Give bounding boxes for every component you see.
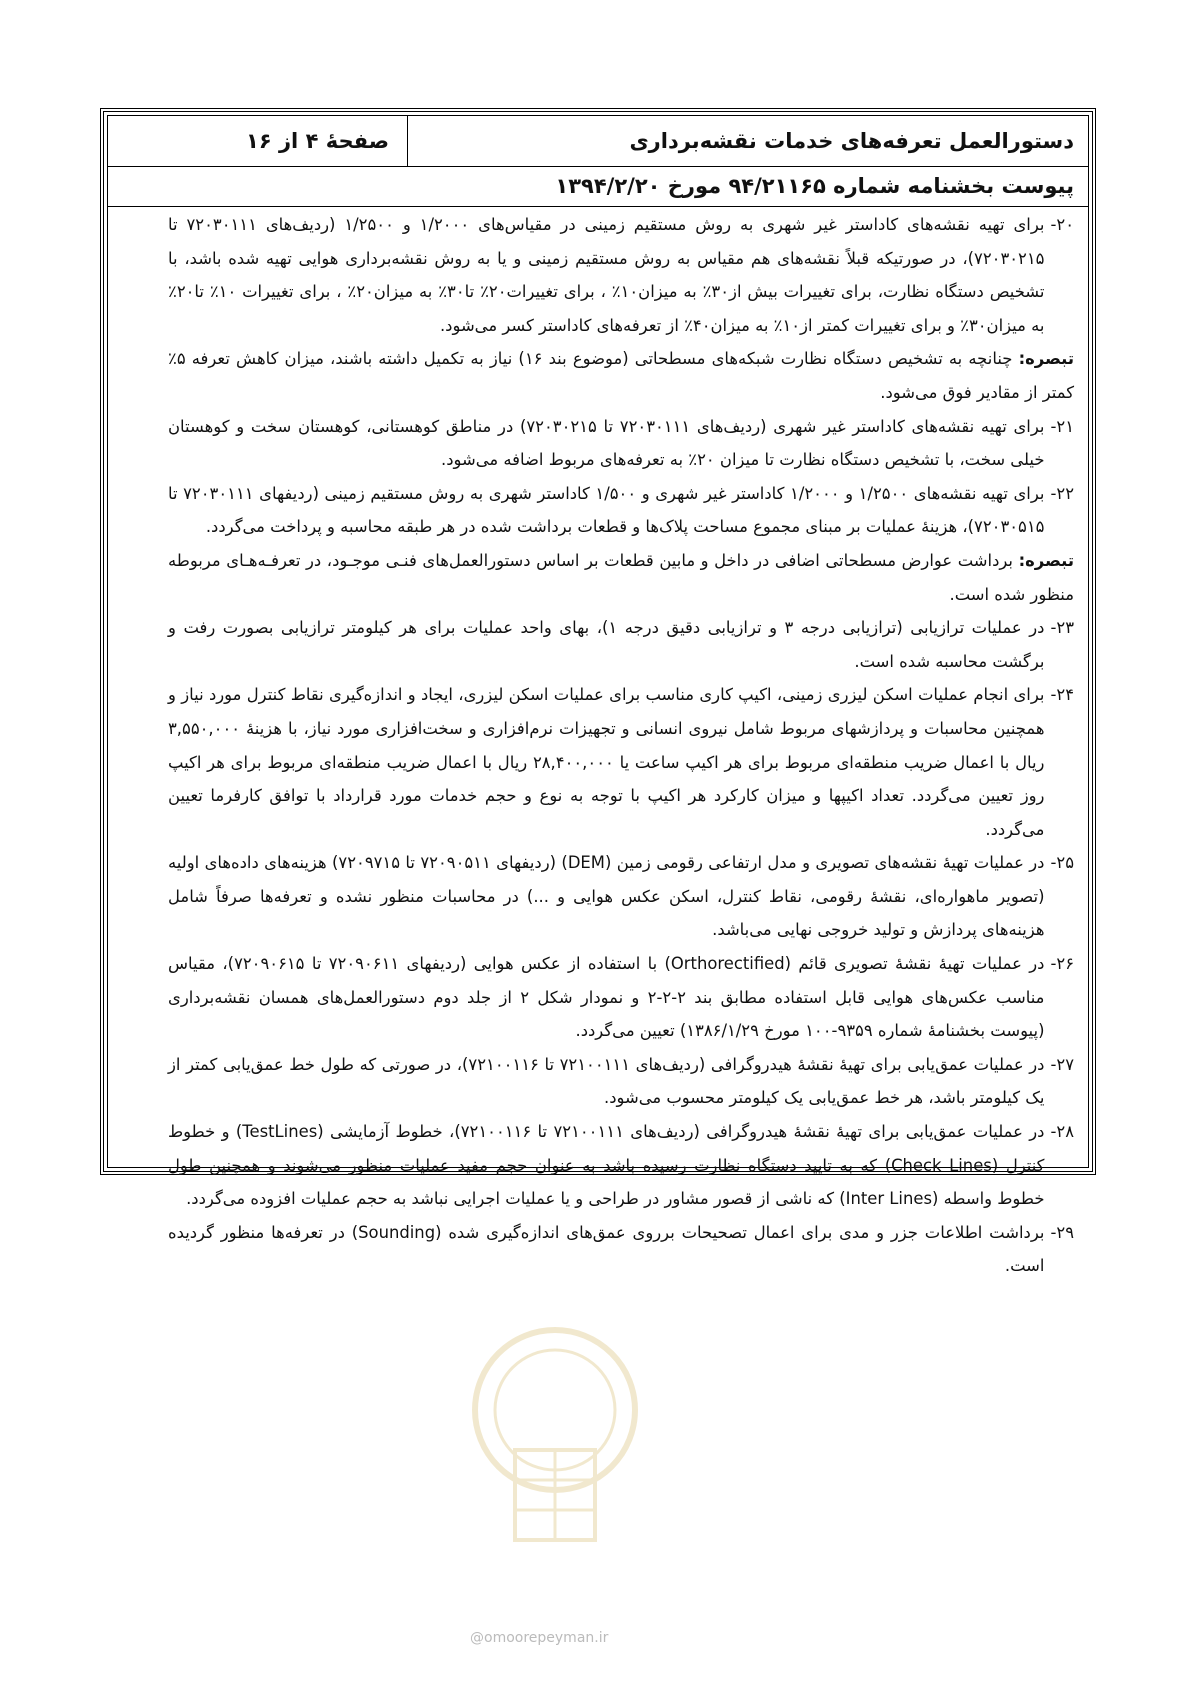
item-text: برداشت اطلاعات جزر و مدی برای اعمال تصحیحات برروی عمق‌های اندازه‌گیری شده (Sounding) در تعرفه‌ها منظور گردیده است. <box>168 1222 1045 1276</box>
note-text: چنانچه به تشخیص دستگاه نظارت شبکه‌های مسطحاتی (موضوع بند ۱۶) نیاز به تکمیل داشته باشند، میزان کاهش تعرفه ۵٪ کمتر از مقادیر فوق می‌شود. <box>168 349 1074 402</box>
item-text: در عملیات تهیهٔ نقشه‌های تصویری و مدل ارتفاعی رقومی زمین (DEM) (ردیفهای ۷۲۰۹۰۵۱۱ تا ۷۲۰۹۷۱۵) هزینه‌های داده‌های اولیه (تصویر ماهواره‌ای، نقشهٔ رقومی، نقاط کنترل، اسکن عکس هوایی و ...) در محاسبات منظور نشده و تعرفه‌ها صرفاً شامل هزینه‌های پردازش و تولید خروجی نهایی می‌باشد. <box>168 853 1045 940</box>
watermark-url: @omoorepeyman.ir <box>470 1630 609 1646</box>
numbered-item <box>168 1048 1074 1115</box>
document-subtitle: پیوست بخشنامه شماره ۹۴/۲۱۱۶۵ مورخ ۱۳۹۴/۲/۲۰ <box>108 166 1088 207</box>
watermark-seal-icon <box>455 1300 655 1560</box>
note-label: تبصره: <box>1018 349 1074 369</box>
numbered-item <box>168 410 1074 477</box>
item-number: ۲۹- <box>1050 1222 1074 1242</box>
item-number: ۲۲- <box>1050 483 1074 503</box>
item-text: برای تهیه نقشه‌های کاداستر غیر شهری (ردیف‌های ۷۲۰۳۰۱۱۱ تا ۷۲۰۳۰۲۱۵) در مناطق کوهستانی، کوهستان سخت و کوهستان خیلی سخت، با تشخیص دستگاه نظارت تا میزان ۲۰٪ به تعرفه‌های مربوط اضافه می‌شود. <box>168 416 1045 470</box>
numbered-item <box>168 1115 1074 1216</box>
item-text: در عملیات عمق‌یابی برای تهیهٔ نقشهٔ هیدروگرافی (ردیف‌های ۷۲۱۰۰۱۱۱ تا ۷۲۱۰۰۱۱۶)، در صورتی که طول خط عمق‌یابی کمتر از یک کیلومتر باشد، هر خط عمق‌یابی یک کیلومتر محسوب می‌شود. <box>168 1054 1045 1108</box>
item-number: ۲۱- <box>1050 416 1074 436</box>
page-number: صفحهٔ ۴ از ۱۶ <box>108 116 408 166</box>
document-body <box>168 208 1074 1283</box>
item-number: ۲۰- <box>1050 215 1074 234</box>
item-number: ۲۵- <box>1050 853 1074 873</box>
item-text: برای تهیه نقشه‌های کاداستر غیر شهری به روش مستقیم زمینی در مقیاس‌های ۱/۲۰۰۰ و ۱/۲۵۰۰ (ردیف‌های ۷۲۰۳۰۱۱۱ تا ۷۲۰۳۰۲۱۵)، در صورتیکه قبلاً نقشه‌های هم مقیاس به روش مستقیم زمینی و یا به روش نقشه‌برداری هوایی تهیه شده باشد، با تشخیص دستگاه نظارت، برای تغییرات بیش از۳۰٪ به میزان۱۰٪ ، برای تغییرات۲۰٪ تا۳۰٪ به میزان۲۰٪ ، برای تغییرات ۱۰٪ تا۲۰٪ به میزان۳۰٪ و برای تغییرات کمتر از۱۰٪ به میزان۴۰٪ از تعرفه‌های کاداستر کسر می‌شود. <box>168 215 1045 335</box>
item-text: برای انجام عملیات اسکن لیزری زمینی، اکیپ کاری مناسب برای عملیات اسکن لیزری، ایجاد و اندازه‌گیری نقاط کنترل مورد نیاز و همچنین محاسبات و پردازشهای مربوط شامل نیروی انسانی و تجهیزات نرم‌افزاری و سخت‌افزاری مورد نیاز، با هزینهٔ ۳,۵۵۰,۰۰۰ ریال با اعمال ضریب منطقه‌ای مربوط برای هر اکیپ ساعت یا ۲۸,۴۰۰,۰۰۰ ریال با اعمال ضریب منطقه‌ای مربوط برای هر اکیپ روز تعیین می‌گردد. تعداد اکیپها و میزان کارکرد هر اکیپ با توجه به نوع و حجم خدمات مورد قرارداد با توافق کارفرما تعیین می‌گردد. <box>168 685 1045 839</box>
numbered-item <box>168 477 1074 544</box>
note-label: تبصره: <box>1018 550 1075 570</box>
item-number: ۲۴- <box>1050 685 1074 705</box>
item-text: برای تهیه نقشه‌های ۱/۲۵۰۰ و ۱/۲۰۰۰ کاداستر غیر شهری و ۱/۵۰۰ کاداستر شهری به روش مستقیم زمینی (ردیفهای ۷۲۰۳۰۱۱۱ تا ۷۲۰۳۰۵۱۵)، هزینهٔ عملیات بر مبنای مجموع مساحت پلاک‌ها و قطعات برداشت شده در هر طبقه محاسبه و پرداخت می‌گردد. <box>168 483 1045 537</box>
numbered-item <box>168 208 1074 342</box>
item-text: در عملیات ترازیابی (ترازیابی درجه ۳ و ترازیابی دقیق درجه ۱)، بهای واحد عملیات برای هر کیلومتر ترازیابی بصورت رفت و برگشت محاسبه شده است. <box>168 618 1045 671</box>
item-number: ۲۸- <box>1050 1122 1074 1142</box>
note-paragraph <box>168 342 1074 409</box>
item-text: در عملیات تهیهٔ نقشهٔ تصویری قائم (Orthorectified) با استفاده از عکس هوایی (ردیفهای ۷۲۰۹۰۶۱۱ تا ۷۲۰۹۰۶۱۵)، مقیاس مناسب عکس‌های هوایی قابل استفاده مطابق بند ۲-۲-۲ و نمودار شکل ۲ از جلد دوم دستورالعمل‌های همسان نقشه‌برداری (پیوست بخشنامهٔ شماره ۹۳۵۹-۱۰۰ مورخ ۱۳۸۶/۱/۲۹) تعیین می‌گردد. <box>168 954 1045 1041</box>
note-paragraph <box>168 544 1074 611</box>
numbered-item <box>168 611 1074 678</box>
page-frame-inner <box>107 115 1089 1276</box>
item-number: ۲۷- <box>1050 1054 1074 1074</box>
item-text: در عملیات عمق‌یابی برای تهیهٔ نقشهٔ هیدروگرافی (ردیف‌های ۷۲۱۰۰۱۱۱ تا ۷۲۱۰۰۱۱۶)، خطوط آزمایشی (TestLines) و خطوط کنترل (Check Lines) که به تایید دستگاه نظارت رسیده باشد به عنوان حجم مفید عملیات منظور می‌شوند و همچنین طول خطوط واسطه (Inter Lines) که ناشی از قصور مشاور در طراحی و یا عملیات اجرایی نباشد به حجم عملیات افزوده می‌گردد. <box>168 1122 1045 1209</box>
header-row <box>108 116 1088 167</box>
note-text: برداشت عوارض مسطحاتی اضافی در داخل و مابین قطعات بر اساس دستورالعمل‌های فنـی موجـود، در تعرفـه‌هـای مربوطه منظور شده است. <box>168 550 1074 604</box>
item-number: ۲۳- <box>1050 618 1074 638</box>
numbered-item <box>168 947 1074 1048</box>
document-title: دستورالعمل تعرفه‌های خدمات نقشه‌برداری <box>629 129 1074 153</box>
page-frame <box>100 108 1096 1276</box>
item-number: ۲۶- <box>1050 954 1074 974</box>
numbered-item <box>168 1216 1074 1283</box>
numbered-item <box>168 678 1074 846</box>
numbered-item <box>168 846 1074 947</box>
